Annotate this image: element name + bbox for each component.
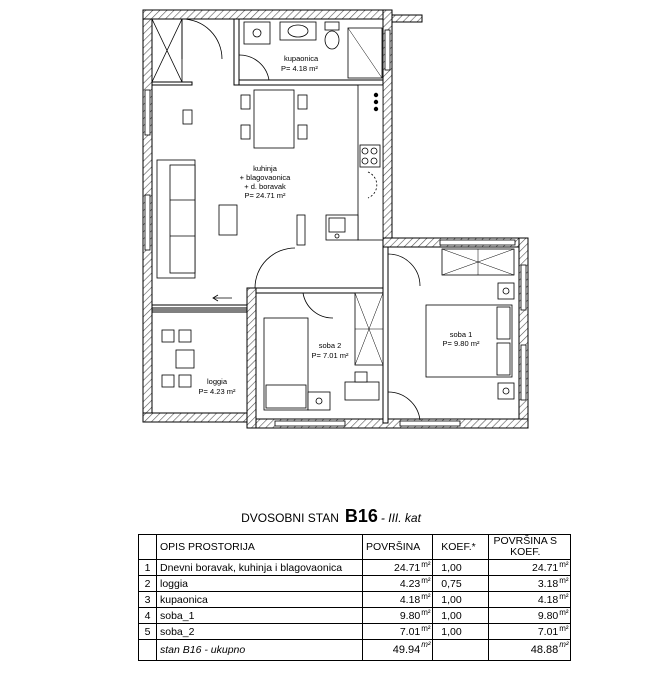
row-area-unit: m² xyxy=(420,576,433,592)
label-soba2: soba 2 xyxy=(318,341,342,350)
row-koef: 1,00 xyxy=(433,608,489,624)
row-area-unit: m² xyxy=(420,608,433,624)
total-label: stan B16 - ukupno xyxy=(157,640,363,661)
room1-furniture xyxy=(388,249,514,399)
row-area-unit: m² xyxy=(420,624,433,640)
dining-set xyxy=(183,90,307,148)
header-area: POVRŠINA xyxy=(363,535,421,560)
total-areak-unit: m² xyxy=(558,640,571,661)
row-name: kupaonica xyxy=(157,592,363,608)
total-koef xyxy=(433,640,489,661)
row-koef: 1,00 xyxy=(433,624,489,640)
label-kuhinja-2: + blagovaonica xyxy=(239,173,291,182)
title-floor: - III. kat xyxy=(380,511,421,525)
row-area-koef: 7.01 xyxy=(489,624,559,640)
row-area: 4.23 xyxy=(363,576,421,592)
total-num xyxy=(139,640,157,661)
label-soba1-area: P= 9.80 m² xyxy=(442,339,480,348)
label-loggia: loggia xyxy=(206,377,228,386)
table-row xyxy=(139,592,571,608)
label-soba1: soba 1 xyxy=(449,330,473,339)
row-num: 4 xyxy=(139,608,157,624)
header-areak-unit xyxy=(558,535,571,560)
row-area-koef: 3.18 xyxy=(489,576,559,592)
table-total-row xyxy=(139,640,571,661)
room-area-table xyxy=(138,534,571,661)
table-row xyxy=(139,624,571,640)
row-name: soba_1 xyxy=(157,608,363,624)
total-area: 49.94 xyxy=(363,640,421,661)
row-area-koef: 9.80 xyxy=(489,608,559,624)
row-name: soba_2 xyxy=(157,624,363,640)
row-area: 9.80 xyxy=(363,608,421,624)
row-area-koef: 24.71 xyxy=(489,560,559,576)
row-koef: 1,00 xyxy=(433,592,489,608)
table-body xyxy=(139,560,571,640)
total-area-unit: m² xyxy=(420,640,433,661)
kitchen-fixtures xyxy=(326,85,383,240)
title-code: B16 xyxy=(344,506,378,526)
row-area: 4.18 xyxy=(363,592,421,608)
table-row xyxy=(139,576,571,592)
row-area: 24.71 xyxy=(363,560,421,576)
title-prefix: DVOSOBNI STAN xyxy=(241,511,339,525)
row-areak-unit: m² xyxy=(558,624,571,640)
table-header-row xyxy=(139,535,571,560)
label-kupaonica: kupaonica xyxy=(284,54,319,63)
header-name: OPIS PROSTORIJA xyxy=(157,535,363,560)
row-area-koef: 4.18 xyxy=(489,592,559,608)
header-num xyxy=(139,535,157,560)
row-area-unit: m² xyxy=(420,592,433,608)
row-num: 3 xyxy=(139,592,157,608)
row-area: 7.01 xyxy=(363,624,421,640)
label-kupaonica-area: P= 4.18 m² xyxy=(281,64,318,73)
label-kuhinja-3: + d. boravak xyxy=(244,182,286,191)
row-num: 5 xyxy=(139,624,157,640)
header-area-unit xyxy=(420,535,433,560)
header-koef: KOEF.* xyxy=(433,535,489,560)
loggia-furniture xyxy=(162,295,232,387)
header-area-koef: POVRŠINA S KOEF. xyxy=(489,535,559,560)
table-row xyxy=(139,608,571,624)
row-areak-unit: m² xyxy=(558,576,571,592)
row-areak-unit: m² xyxy=(558,608,571,624)
label-soba2-area: P= 7.01 m² xyxy=(311,351,349,360)
label-kuhinja: kuhinja xyxy=(253,164,277,173)
row-areak-unit: m² xyxy=(558,560,571,576)
row-koef: 1,00 xyxy=(433,560,489,576)
row-num: 1 xyxy=(139,560,157,576)
row-name: Dnevni boravak, kuhinja i blagovaonica xyxy=(157,560,363,576)
label-kuhinja-area: P= 24.71 m² xyxy=(244,191,286,200)
row-num: 2 xyxy=(139,576,157,592)
label-loggia-area: P= 4.23 m² xyxy=(198,387,236,396)
total-area-koef: 48.88 xyxy=(489,640,559,661)
table-row xyxy=(139,560,571,576)
apartment-title xyxy=(0,506,662,527)
row-name: loggia xyxy=(157,576,363,592)
row-areak-unit: m² xyxy=(558,592,571,608)
row-area-unit: m² xyxy=(420,560,433,576)
row-koef: 0,75 xyxy=(433,576,489,592)
entry-wardrobe xyxy=(152,19,222,82)
